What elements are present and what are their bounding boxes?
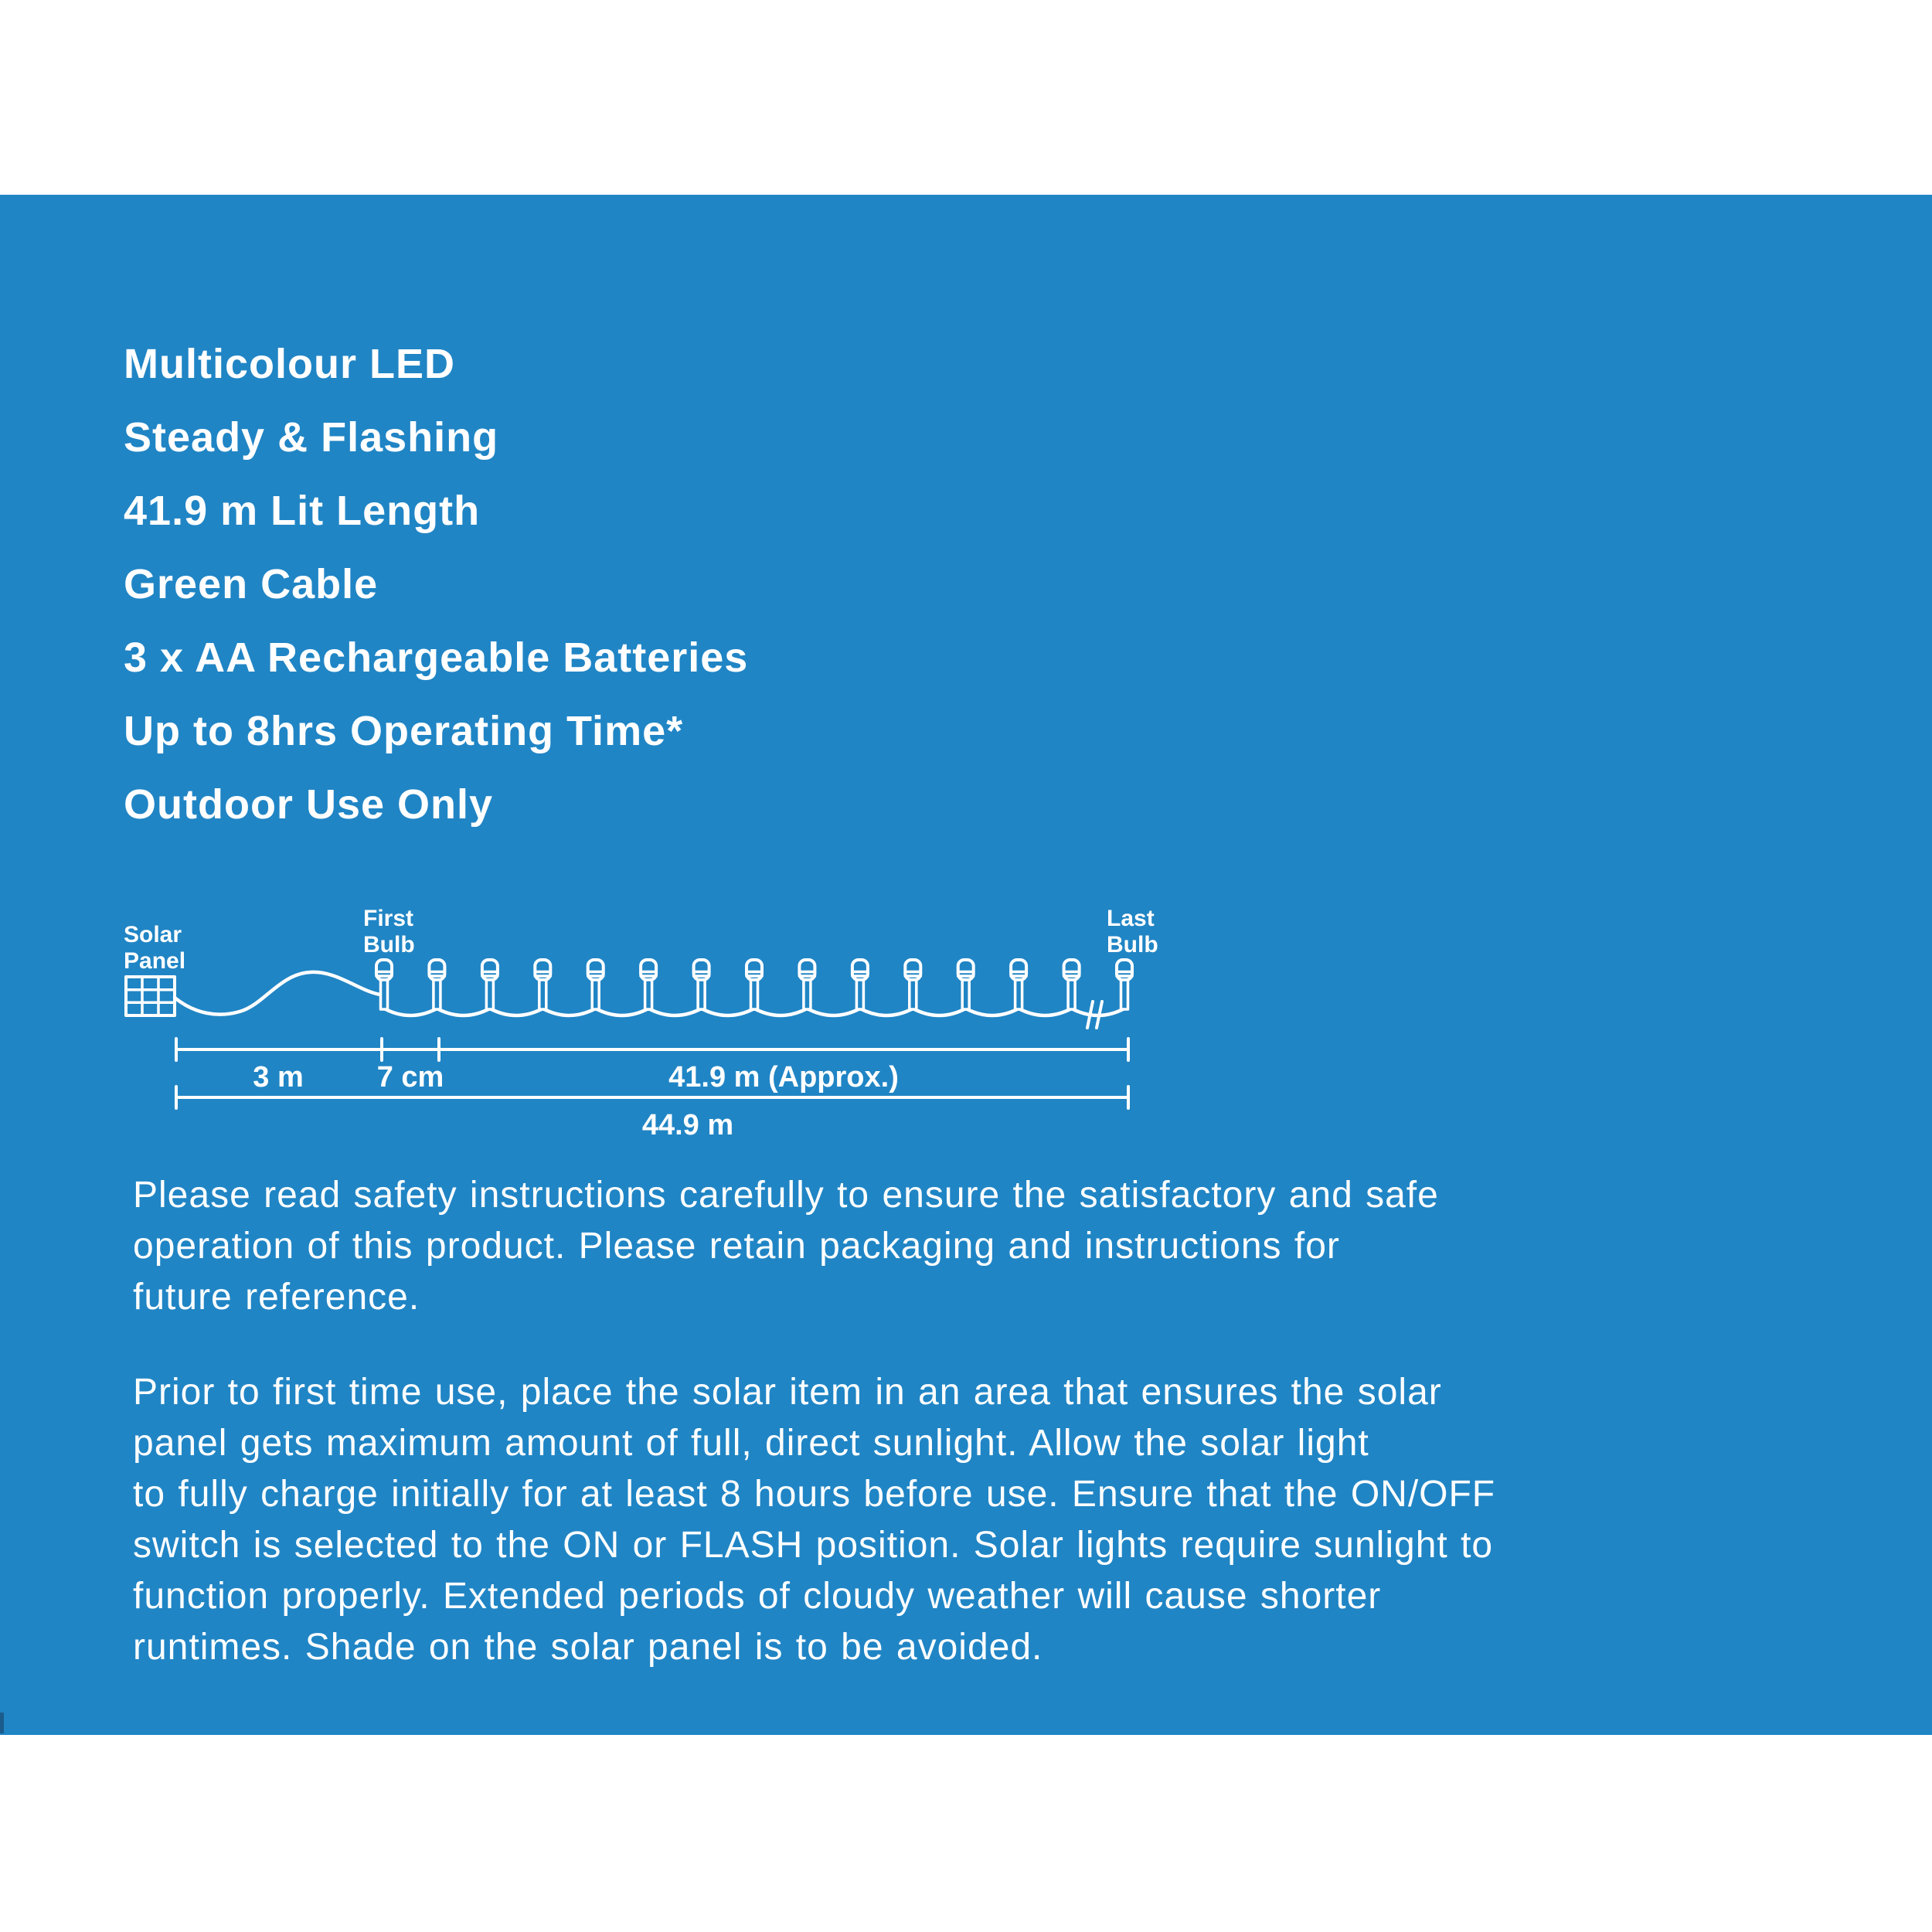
bulb-icon <box>958 960 974 1009</box>
bulb-icon <box>535 960 550 1009</box>
page-edge-mark <box>0 1713 4 1733</box>
measure-lit-length: 41.9 m (Approx.) <box>668 1061 899 1094</box>
bulb-icon <box>588 960 604 1009</box>
feature-item-cable: Green Cable <box>124 561 379 607</box>
bulb-icon <box>1011 960 1026 1009</box>
usage-paragraph-line: Prior to first time use, place the solar item in an area that ensures the solar <box>133 1372 1442 1413</box>
safety-paragraph-line: future reference. <box>133 1277 420 1318</box>
bulb-icon <box>1117 960 1132 1009</box>
solar-panel-label-line2: Panel <box>124 948 186 974</box>
first-bulb-label <box>363 906 415 958</box>
feature-item-operating-time: Up to 8hrs Operating Time* <box>124 708 684 754</box>
bulb-icon <box>482 960 498 1009</box>
measure-bulb-spacing: 7 cm <box>376 1061 444 1094</box>
measure-total-length: 44.9 m <box>641 1109 734 1141</box>
bulb-icon <box>747 960 762 1009</box>
bulb-icon <box>429 960 444 1009</box>
solar-panel-label <box>124 922 185 975</box>
measure-line-segments <box>176 1039 1128 1060</box>
measure-panel-to-first: 3 m <box>253 1061 304 1094</box>
first-bulb-label-line2: Bulb <box>363 932 415 957</box>
solar-panel-label-line1: Solar <box>124 922 182 947</box>
usage-paragraph-line: panel gets maximum amount of full, direct sunlight. Allow the solar light <box>133 1423 1369 1464</box>
usage-paragraph <box>133 1367 1495 1673</box>
bulb-icon <box>1064 960 1080 1009</box>
bulb-icon <box>694 960 709 1009</box>
safety-paragraph <box>133 1170 1439 1323</box>
usage-paragraph-line: runtimes. Shade on the solar panel is to be avoided. <box>133 1627 1043 1668</box>
last-bulb-label-line2: Bulb <box>1107 932 1158 957</box>
lead-cable-wave <box>175 972 380 1015</box>
string-lights-diagram <box>0 881 1236 1136</box>
bulb-icon <box>641 960 656 1009</box>
feature-item-batteries: 3 x AA Rechargeable Batteries <box>124 634 749 681</box>
lights-string <box>376 960 1132 1015</box>
bulb-icon <box>905 960 920 1009</box>
measure-line-total <box>176 1087 1128 1108</box>
solar-panel-icon <box>126 977 175 1015</box>
feature-item-lit-length: 41.9 m Lit Length <box>124 488 481 534</box>
safety-paragraph-line: Please read safety instructions carefully to ensure the satisfactory and safe <box>133 1175 1439 1216</box>
bulb-icon <box>376 960 392 1009</box>
bulb-icon <box>852 960 868 1009</box>
feature-item-led: Multicolour LED <box>124 341 455 387</box>
feature-list <box>124 328 748 842</box>
last-bulb-label <box>1107 906 1158 958</box>
feature-item-outdoor: Outdoor Use Only <box>124 781 494 828</box>
usage-paragraph-line: switch is selected to the ON or FLASH position. Solar lights require sunlight to <box>133 1525 1494 1566</box>
safety-paragraph-line: operation of this product. Please retain packaging and instructions for <box>133 1226 1340 1267</box>
usage-paragraph-line: to fully charge initially for at least 8 hours before use. Ensure that the ON/OFF <box>133 1474 1496 1515</box>
first-bulb-label-line1: First <box>363 906 414 931</box>
last-bulb-label-line1: Last <box>1107 906 1155 931</box>
usage-paragraph-line: function properly. Extended periods of cloudy weather will cause shorter <box>133 1576 1382 1617</box>
feature-item-modes: Steady & Flashing <box>124 414 499 461</box>
bulb-icon <box>799 960 815 1009</box>
